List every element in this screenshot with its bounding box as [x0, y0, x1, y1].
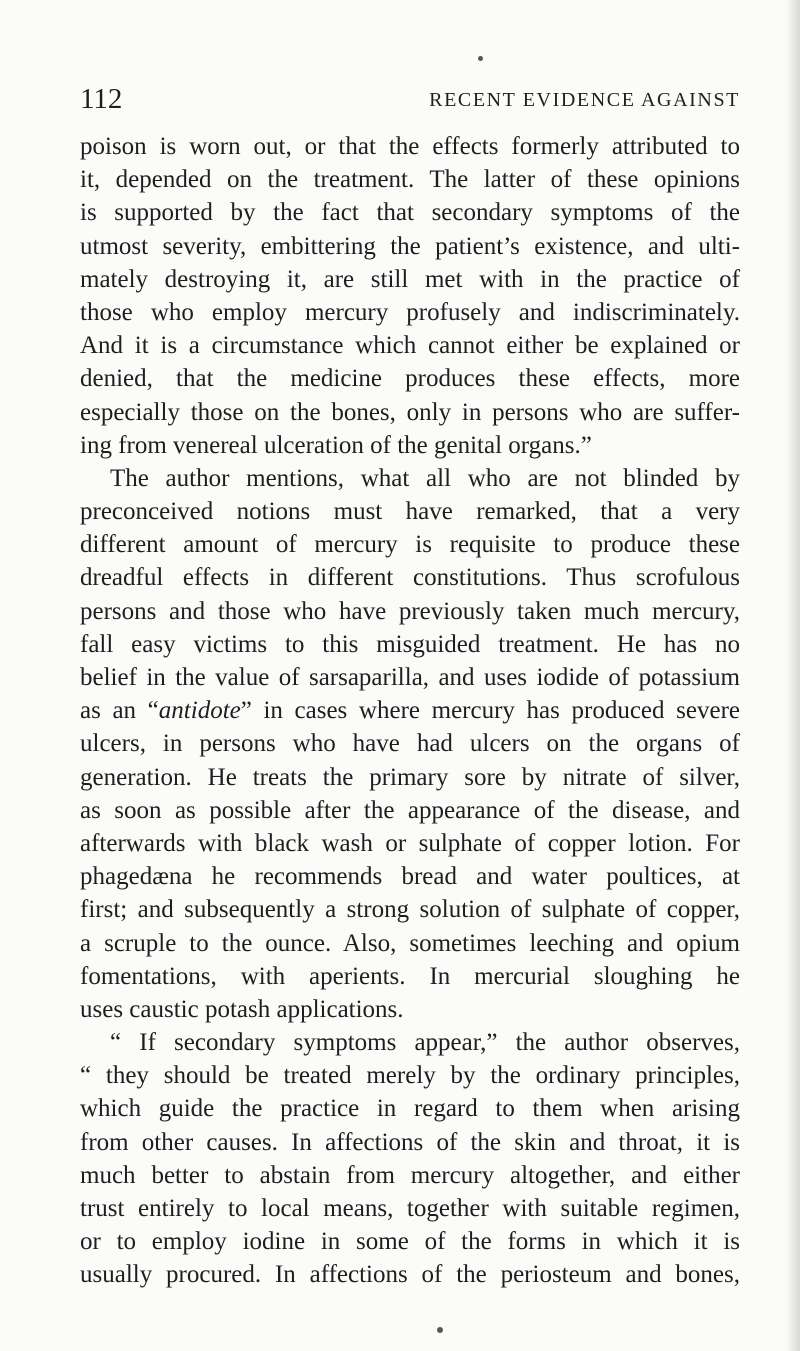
text-line: usually procured. In affections of the periosteum and bones, — [80, 1261, 740, 1289]
text-line: different amount of mercury is requisite to produce these — [80, 531, 740, 559]
text-line: denied, that the medicine produces these effects, more — [80, 365, 740, 393]
text-line: trust entirely to local means, together with suitable regimen, — [80, 1195, 740, 1222]
text-line: it, depended on the treatment. The latter of these opinions — [80, 166, 740, 194]
text-line: The author mentions, what all who are not blinded by — [110, 464, 740, 492]
text-line: utmost severity, embittering the patient’s existence, and ulti- — [80, 232, 740, 260]
paper-speck — [478, 56, 483, 61]
text-line: belief in the value of sarsaparilla, and uses iodide of potassium — [80, 664, 740, 691]
page-edge-shadow — [786, 0, 800, 1351]
text-line: or to employ iodine in some of the forms in which it is — [80, 1228, 740, 1256]
text-line: fall easy victims to this misguided treatment. He has no — [80, 630, 740, 658]
text-line: first; and subsequently a strong solution of sulphate of copper, — [80, 896, 740, 924]
page-number: 112 — [80, 83, 123, 115]
body-text — [80, 130, 740, 1292]
text-line: ulcers, in persons who have had ulcers on the organs of — [80, 730, 740, 758]
text-line: persons and those who have previously taken much mercury, — [80, 597, 740, 625]
text-line: is supported by the fact that secondary symptoms of the — [80, 199, 740, 227]
text-line: uses caustic potash applications. — [80, 995, 404, 1023]
text-line: “ they should be treated merely by the ordinary principles, — [80, 1062, 740, 1090]
text-line: ing from venereal ulceration of the genital organs.” — [80, 431, 592, 459]
text-line: as soon as possible after the appearance of the disease, and — [80, 796, 740, 824]
text-line: fomentations, with aperients. In mercurial sloughing he — [80, 962, 740, 990]
text-line: from other causes. In affections of the skin and throat, it is — [80, 1128, 740, 1156]
text-line: afterwards with black wash or sulphate of copper lotion. For — [80, 829, 740, 857]
italic-word: antidote — [158, 697, 241, 725]
text-line: a scruple to the ounce. Also, sometimes leeching and opium — [80, 929, 740, 957]
paper-speck — [437, 1327, 443, 1333]
text-line: preconceived notions must have remarked, that a very — [80, 498, 740, 526]
page-header — [80, 82, 740, 116]
text-line: much better to abstain from mercury altogether, and either — [80, 1161, 740, 1189]
text-line: mately destroying it, are still met with in the practice of — [80, 265, 740, 293]
text-line: those who employ mercury profusely and indiscriminately. — [80, 298, 740, 326]
text-line: dreadful effects in different constitutions. Thus scrofulous — [80, 564, 740, 592]
text-line: phagedæna he recommends bread and water poultices, at — [80, 863, 740, 891]
text-line: especially those on the bones, only in persons who are suffer- — [80, 398, 740, 426]
text-line: And it is a circumstance which cannot either be explained or — [80, 332, 740, 360]
text-line: “ If secondary symptoms appear,” the author observes, — [110, 1029, 740, 1057]
text-segment: ” in cases where mercury has produced severe — [240, 697, 740, 725]
text-segment: as an “ — [80, 697, 159, 725]
text-line: poison is worn out, or that the effects formerly attributed to — [80, 133, 740, 160]
text-line: which guide the practice in regard to them when arising — [80, 1095, 740, 1123]
text-line: generation. He treats the primary sore by nitrate of silver, — [80, 763, 740, 791]
text-line-with-italic — [80, 694, 740, 727]
running-head: RECENT EVIDENCE AGAINST — [429, 89, 740, 111]
